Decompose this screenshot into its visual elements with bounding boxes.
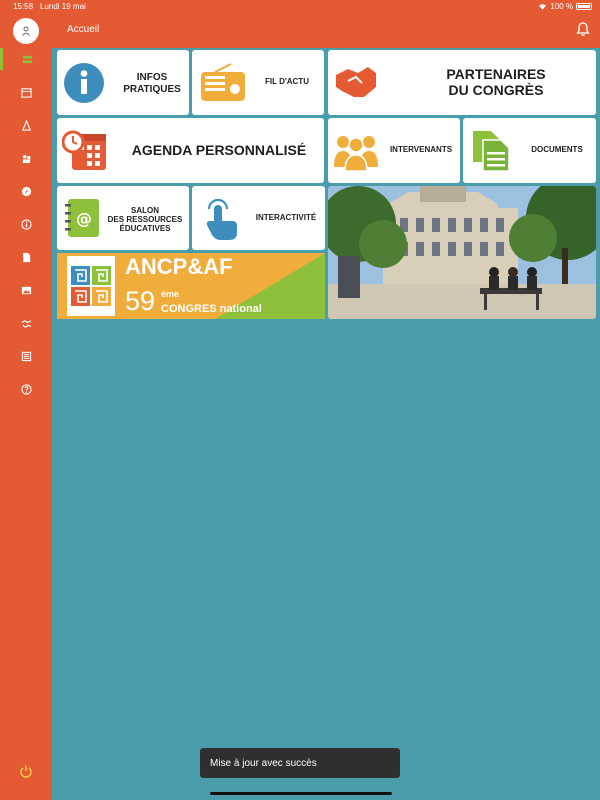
sidebar-item-compass[interactable] [0,180,52,202]
battery-text: 100 % [550,2,573,11]
logout-button[interactable] [19,764,33,783]
sidebar-item-partners[interactable] [0,312,52,334]
tile-infos-pratiques[interactable] [57,50,189,115]
people-icon [333,131,379,171]
radio-icon [201,63,245,101]
tile-interactivite[interactable] [192,186,325,250]
tile-partenaires-label: PARTENAIRES DU CONGRÈS [446,66,546,99]
newspaper-icon [21,351,32,362]
calendar-clock-icon [62,128,108,174]
tile-agenda[interactable] [57,118,324,183]
sidebar-item-news[interactable] [0,345,52,367]
avatar-button[interactable] [13,18,39,44]
document-icon [21,252,32,263]
wifi-icon [538,3,547,10]
compass-icon [21,186,32,197]
calendar-icon [21,87,32,98]
banner-number: 59 [125,286,156,316]
sidebar-item-info[interactable] [0,213,52,235]
top-bar [0,12,600,48]
info-circle-icon [64,63,104,103]
sidebar-item-home[interactable] [0,48,52,70]
sidebar-item-images[interactable] [0,279,52,301]
bell-icon [576,22,590,37]
notifications-button[interactable] [576,22,590,42]
status-bar [0,0,600,12]
tile-fil-label: FIL D'ACTU [265,77,309,86]
tile-documents[interactable] [463,118,596,183]
sidebar-item-agenda[interactable] [0,81,52,103]
association-logo-icon [67,256,115,316]
svg-text:@: @ [76,209,92,228]
banner-subtitle: CONGRES national [161,303,262,315]
tile-intervenants[interactable] [328,118,460,183]
page-title: Accueil [67,24,100,35]
podium-icon [21,120,32,131]
tile-documents-label: DOCUMENTS [531,145,583,154]
tile-partenaires[interactable] [328,50,596,115]
sidebar [0,48,52,800]
tile-intervenants-label: INTERVENANTS [389,145,453,154]
handshake-icon [334,61,378,105]
image-icon [21,285,32,296]
sidebar-item-documents[interactable] [0,246,52,268]
association-logo [67,256,115,316]
city-square-image [328,186,596,319]
power-icon [19,764,33,778]
banner-title: ANCP&AF [125,254,233,279]
home-indicator[interactable] [210,792,392,795]
tile-interactivite-label: INTERACTIVITÉ [255,213,317,222]
info-icon [21,219,32,230]
tile-salon[interactable] [57,186,189,250]
sidebar-item-help[interactable] [0,378,52,400]
sidebar-item-podium[interactable] [0,114,52,136]
ancp-banner[interactable] [57,253,325,319]
tile-agenda-label: AGENDA PERSONNALISÉ [131,142,307,158]
handshake-icon [21,318,32,329]
tile-fil-actu[interactable] [192,50,324,115]
status-time: 15:58 [13,2,34,11]
toast-message [200,748,400,778]
documents-icon [471,130,511,172]
toast-text: Mise à jour avec succès [210,757,317,769]
battery-icon [576,3,592,10]
notebook-icon [64,198,100,238]
user-icon [21,26,31,36]
grid-icon [22,54,33,65]
touch-icon [201,195,241,241]
help-icon [21,384,32,395]
status-right [538,2,592,11]
people-icon [21,153,32,164]
tile-salon-label: SALON DES RESSOURCES ÉDUCATIVES [107,206,183,234]
status-date: Lundi 19 mai [40,2,86,11]
sidebar-item-people[interactable] [0,147,52,169]
banner-suffix: ème [161,289,180,299]
city-photo[interactable] [328,186,596,319]
tile-infos-label: INFOS PRATIQUES [123,72,181,95]
